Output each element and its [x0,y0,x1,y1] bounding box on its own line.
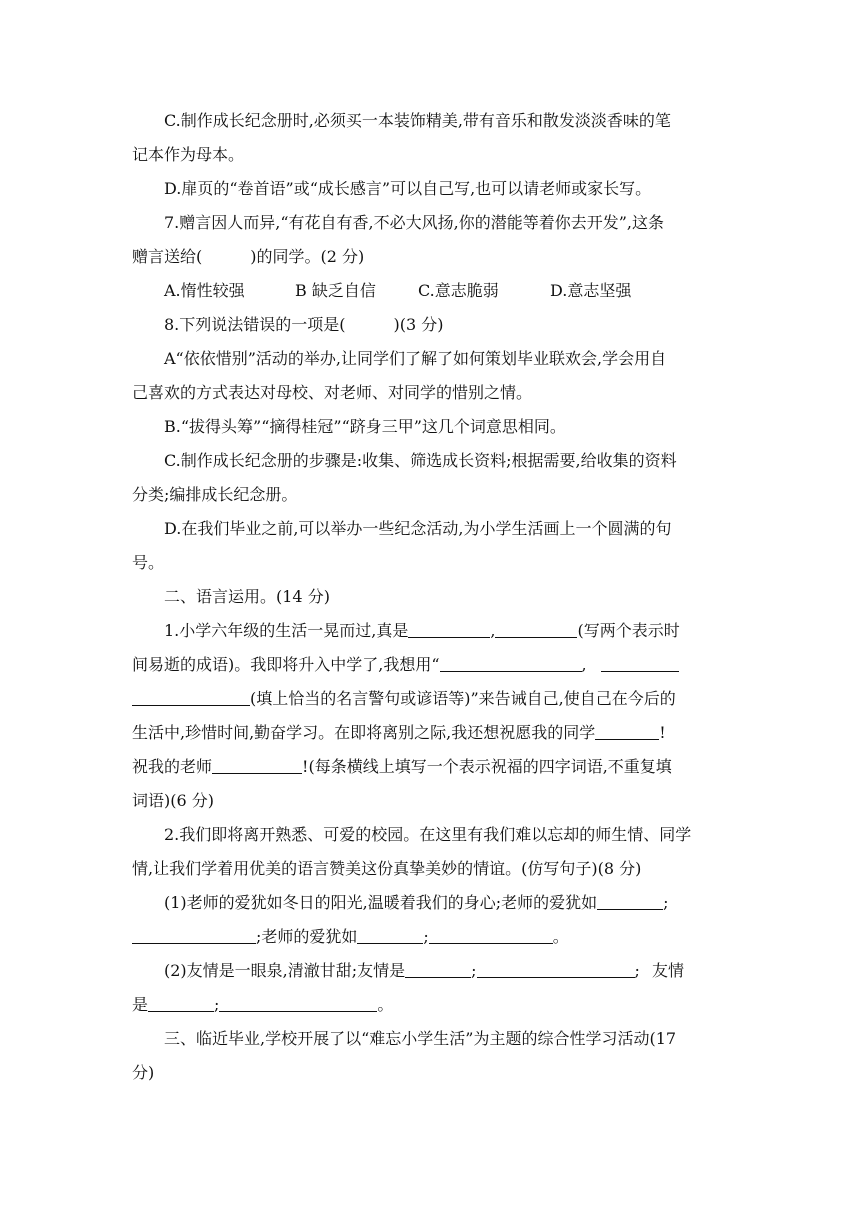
fill-blank-wish-classmate[interactable] [595,723,659,740]
fill-blank-friendship-2[interactable] [477,961,635,978]
s2-q1-line1 [132,614,730,648]
section2-heading: 二、语言运用。(14 分) [164,587,330,606]
s2-q2-sub2-line2 [132,988,730,1022]
comma: , [490,621,496,640]
s2-q1-note: !(每条横线上填写一个表示祝福的四字词语,不重复填 [302,757,672,776]
semicolon: ; [214,995,220,1014]
s2-q2-sub1-text: 老师的爱犹如 [261,927,358,946]
s2-q2-sub1-text: (1)老师的爱犹如冬日的阳光,温暖着我们的身心;老师的爱犹如 [164,893,598,912]
s2-q2-sub1-line1 [132,886,730,920]
s2-q2-sub2-text: 是 [132,995,149,1014]
fill-blank-proverb-2a[interactable] [601,655,679,672]
fill-blank-friendship-1[interactable] [405,961,471,978]
s2-q1-line4 [132,716,730,750]
q8-option-c-line1: C.制作成长纪念册的步骤是:收集、筛选成长资料;根据需要,给收集的资料 [164,451,677,470]
q7-option-d: D.意志坚强 [550,281,632,300]
s2-q1-line3 [132,682,730,716]
section3-heading-line1: 三、临近毕业,学校开展了以“难忘小学生活”为主题的综合性学习活动(17 [164,1029,677,1048]
fill-blank-idiom-1[interactable] [408,621,490,638]
s2-q2-sub2-line1 [132,954,730,988]
section3-heading-line2: 分) [132,1063,155,1082]
s2-q2-sub2-text: (2)友情是一眼泉,清澈甘甜;友情是 [164,961,406,980]
fill-blank-proverb-1[interactable] [440,655,582,672]
q8-option-b: B.“拔得头筹”“摘得桂冠”“跻身三甲”这几个词意思相同。 [164,417,566,436]
semicolon: ; [423,927,429,946]
s2-q1-text: 祝我的老师 [132,757,213,776]
q7-option-b: B 缺乏自信 [295,281,376,300]
s2-q1-text: 间易逝的成语)。我即将升入中学了,我想用“ [132,655,440,674]
q8-option-d-line1: D.在我们毕业之前,可以举办一些纪念活动,为小学生活画上一个圆满的句 [164,519,672,538]
s2-q1-line6: 词语)(6 分) [132,791,214,810]
s2-q2-line1: 2.我们即将离开熟悉、可爱的校园。在这里有我们难以忘却的师生情、同学 [164,825,692,844]
s2-q1-line2 [132,648,730,682]
s2-q1-text: (填上恰当的名言警句或谚语等)”来告诫自己,使自己在今后的 [250,689,676,708]
fill-blank-friendship-4[interactable] [219,995,377,1012]
semicolon: ; [471,961,477,980]
q8-option-a-line2: 己喜欢的方式表达对母校、对老师、对同学的惜别之情。 [132,383,533,402]
q6-option-c-cont [132,138,730,172]
s2-q1-line5 [132,750,730,784]
q7-option-a: A.惰性较强 [164,281,245,300]
comma: , [581,655,587,674]
fill-blank-teacher-love-4[interactable] [429,927,553,944]
q7-option-c: C.意志脆弱 [418,281,499,300]
s2-q2-sub1-line2 [132,920,730,954]
exclamation: ! [659,723,666,742]
q8-option-c-line2: 分类;编排成长纪念册。 [132,485,298,504]
s2-q2-sub2-text: 友情 [651,961,684,980]
fill-blank-friendship-3[interactable] [148,995,214,1012]
q8-option-a-line1: A“依依惜别”活动的举办,让同学们了解了如何策划毕业联欢会,学会用自 [164,349,667,368]
fill-blank-teacher-love-1[interactable] [597,893,663,910]
s2-q1-text: 1.小学六年级的生活一晃而过,真是 [164,621,409,640]
q8-option-d-line2: 号。 [132,553,165,572]
period: 。 [552,927,569,946]
s2-q2-line2: 情,让我们学着用优美的语言赞美这份真挚美妙的情谊。(仿写句子)(8 分) [132,859,642,878]
fill-blank-teacher-love-2[interactable] [132,927,256,944]
fill-blank-wish-teacher[interactable] [212,757,302,774]
fill-blank-proverb-2b[interactable] [132,689,250,706]
semicolon: ; [634,961,640,980]
q6-option-c-line2: 记本作为母本。 [132,145,245,164]
s2-q1-text: 生活中,珍惜时间,勤奋学习。在即将离别之际,我还想祝愿我的同学 [132,723,596,742]
q7-stem-line1: 7.赠言因人而异,“有花自有香,不必大风扬,你的潜能等着你去开发”,这条 [164,213,664,232]
q6-option-d: D.扉页的“卷首语”或“成长感言”可以自己写,也可以请老师或家长写。 [164,179,652,198]
period: 。 [377,995,394,1014]
q6-option-c-line1: C.制作成长纪念册时,必须买一本装饰精美,带有音乐和散发淡淡香味的笔 [164,111,671,130]
s2-q1-note: (写两个表示时 [577,621,680,640]
fill-blank-teacher-love-3[interactable] [357,927,423,944]
fill-blank-idiom-2[interactable] [495,621,577,638]
semicolon: ; [256,927,262,946]
q8-stem: 8.下列说法错误的一项是( )(3 分) [164,315,444,334]
q6-option-c [132,104,730,138]
q7-stem-line2: 赠言送给( )的同学。(2 分) [132,247,365,266]
semicolon: ; [663,893,669,912]
